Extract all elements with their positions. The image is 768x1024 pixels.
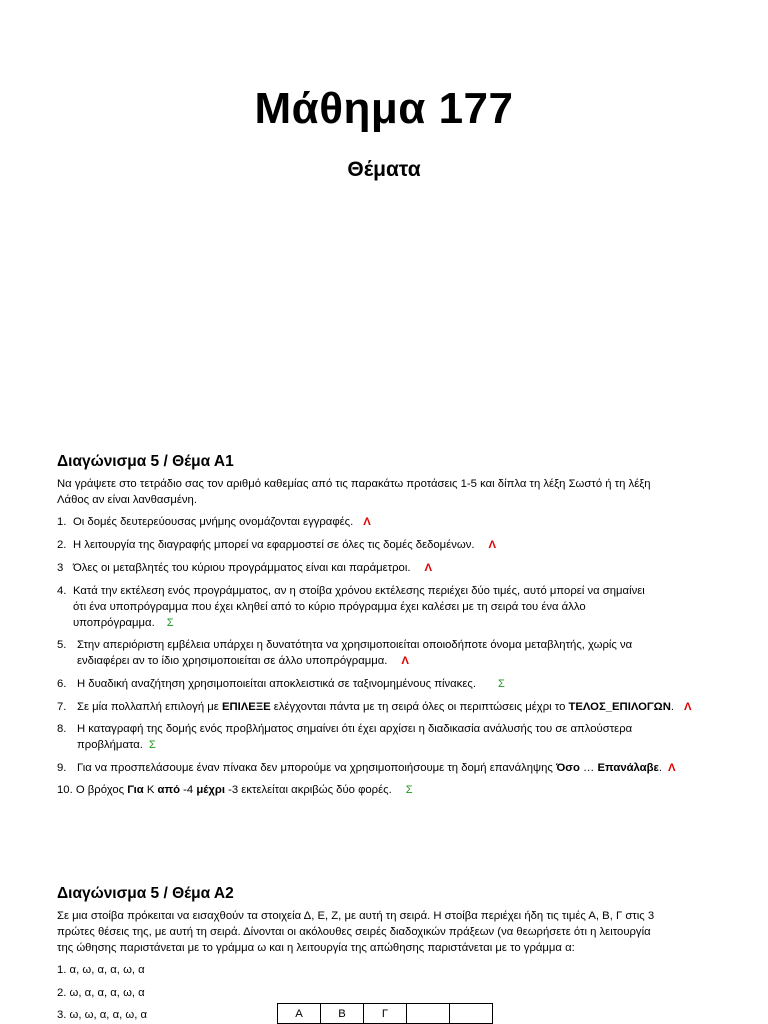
list-item bbox=[57, 721, 737, 753]
item-text: Η δυαδική αναζήτηση χρησιμοποιείται αποκλειστικά σε ταξινομημένους πίνακες. bbox=[77, 678, 476, 690]
sequence-item: 3. ω, ω, α, α, ω, α bbox=[57, 1009, 148, 1021]
list-item bbox=[57, 676, 737, 692]
item-text: ελέγχονται πάντα με τη σειρά όλες οι περιπτώσεις μέχρι το bbox=[270, 701, 569, 713]
item-text: -4 bbox=[180, 784, 197, 796]
stack-cell: Α bbox=[278, 1004, 321, 1024]
answer-mark: Σ bbox=[497, 678, 505, 690]
answer-mark: Λ bbox=[363, 516, 371, 528]
keyword: Για bbox=[127, 784, 144, 796]
list-item bbox=[57, 699, 737, 715]
item-text: Κ bbox=[143, 784, 158, 796]
keyword: Όσο bbox=[555, 762, 580, 774]
stack-cell: Γ bbox=[364, 1004, 407, 1024]
item-text: υποπρόγραμμα. bbox=[73, 617, 155, 629]
answer-mark: Λ bbox=[488, 539, 497, 551]
section-a2-heading: Διαγώνισμα 5 / Θέμα Α2 bbox=[57, 885, 234, 902]
item-text: Η λειτουργία της διαγραφής μπορεί να εφαρμοστεί σε όλες τις δομές δεδομένων. bbox=[73, 539, 475, 551]
intro-line: πρώτες θέσεις της, με αυτή τη σειρά. Δίνονται οι ακόλουθες σειρές διαδοχικών πράξεων (να θεωρήσετε ότι η λειτουργία bbox=[57, 926, 651, 938]
section-a2-intro bbox=[57, 908, 727, 956]
stack-cell: Β bbox=[321, 1004, 364, 1024]
item-text: Η καταγραφή της δομής ενός προβλήματος σημαίνει ότι έχει αρχίσει η διαδικασία ανάλυσής του σε απλούστερα bbox=[77, 723, 633, 735]
item-number: 9. bbox=[57, 762, 67, 774]
item-text: Σε μία πολλαπλή επιλογή με bbox=[77, 701, 222, 713]
page-subtitle: Θέματα bbox=[347, 158, 421, 181]
stack-row bbox=[278, 1004, 493, 1024]
answer-mark: Σ bbox=[148, 739, 156, 751]
keyword: ΤΕΛΟΣ_ΕΠΙΛΟΓΩΝ bbox=[568, 701, 671, 713]
item-text: Ο βρόχος bbox=[75, 784, 128, 796]
stack-cell bbox=[407, 1004, 450, 1024]
intro-line: Λάθος αν είναι λανθασμένη. bbox=[57, 494, 197, 506]
item-number: 5. bbox=[57, 639, 67, 651]
item-number: 1. bbox=[57, 516, 67, 528]
item-text: Για να προσπελάσουμε έναν πίνακα δεν μπορούμε να χρησιμοποιήσουμε τη δομή επανάληψης bbox=[77, 762, 556, 774]
intro-line: Σε μια στοίβα πρόκειται να εισαχθούν τα στοιχεία Δ, Ε, Ζ, με αυτή τη σειρά. Η στοίβα περιέχει ήδη τις τιμές Α, Β, Γ στις 3 bbox=[57, 910, 655, 922]
item-number: 2. bbox=[57, 539, 67, 551]
item-number: 6. bbox=[57, 678, 67, 690]
stack-cell bbox=[450, 1004, 493, 1024]
answer-mark: Λ bbox=[424, 562, 433, 574]
item-text-wrap bbox=[57, 615, 737, 631]
item-text-wrap bbox=[57, 653, 737, 669]
sequence-item: 2. ω, α, α, α, ω, α bbox=[57, 987, 145, 999]
item-text: … bbox=[579, 762, 598, 774]
item-number: 4. bbox=[57, 585, 67, 597]
answer-mark: Λ bbox=[668, 762, 676, 774]
section-a1-intro bbox=[57, 476, 717, 508]
item-text: προβλήματα. bbox=[77, 739, 143, 751]
item-text: ότι ένα υποπρόγραμμα που έχει κληθεί από το κύριο πρόγραμμα έχει καλέσει με τη σειρά του ένα άλλο bbox=[73, 601, 586, 613]
list-item bbox=[57, 637, 737, 669]
item-text: ενδιαφέρει αν το ίδιο χρησιμοποιείται σε άλλο υποπρόγραμμα. bbox=[77, 655, 388, 667]
item-text: . bbox=[670, 701, 675, 713]
item-number: 3 bbox=[57, 562, 64, 574]
keyword: από bbox=[157, 784, 181, 796]
sequence-item: 1. α, ω, α, α, ω, α bbox=[57, 964, 145, 976]
item-number: 8. bbox=[57, 723, 67, 735]
list-item bbox=[57, 560, 737, 576]
page-title: Μάθημα 177 bbox=[254, 84, 514, 133]
item-text: Οι δομές δευτερεύουσας μνήμης ονομάζονται εγγραφές. bbox=[73, 516, 354, 528]
keyword: ΕΠΙΛΕΞΕ bbox=[221, 701, 271, 713]
answer-mark: Σ bbox=[405, 784, 413, 796]
list-item bbox=[57, 537, 737, 553]
item-text: Στην απεριόριστη εμβέλεια υπάρχει η δυνατότητα να χρησιμοποιείται οποιοδήποτε όνομα μεταβλητής, χωρίς να bbox=[77, 639, 633, 651]
section-a1-heading: Διαγώνισμα 5 / Θέμα Α1 bbox=[57, 453, 234, 470]
item-text: Όλες οι μεταβλητές του κύριου προγράμματος είναι και παράμετροι. bbox=[73, 562, 411, 574]
list-item bbox=[57, 760, 737, 776]
item-number: 10. bbox=[57, 784, 73, 796]
stack-table bbox=[277, 1003, 493, 1024]
item-text: . bbox=[658, 762, 663, 774]
item-text: -3 εκτελείται ακριβώς δύο φορές. bbox=[224, 784, 392, 796]
item-text: Κατά την εκτέλεση ενός προγράμματος, αν η στοίβα χρόνου εκτέλεσης περιέχει δύο τιμές, αυτό μπορεί να σημαίνει bbox=[73, 585, 645, 597]
item-text-wrap bbox=[57, 737, 737, 753]
list-item bbox=[57, 583, 737, 631]
item-number: 7. bbox=[57, 701, 67, 713]
answer-mark: Λ bbox=[401, 655, 409, 667]
list-item bbox=[57, 782, 737, 798]
list-item bbox=[57, 514, 737, 530]
answer-mark: Λ bbox=[684, 701, 692, 713]
answer-mark: Σ bbox=[166, 617, 174, 629]
keyword: μέχρι bbox=[196, 784, 225, 796]
intro-line: της ώθησης παριστάνεται με το γράμμα ω και η λειτουργία της απώθησης παριστάνεται με το γράμμα α: bbox=[57, 942, 575, 954]
intro-line: Να γράψετε στο τετράδιο σας τον αριθμό καθεμίας από τις παρακάτω προτάσεις 1-5 και δίπλα τη λέξη Σωστό ή τη λέξη bbox=[57, 478, 651, 490]
keyword: Επανάλαβε bbox=[597, 762, 659, 774]
